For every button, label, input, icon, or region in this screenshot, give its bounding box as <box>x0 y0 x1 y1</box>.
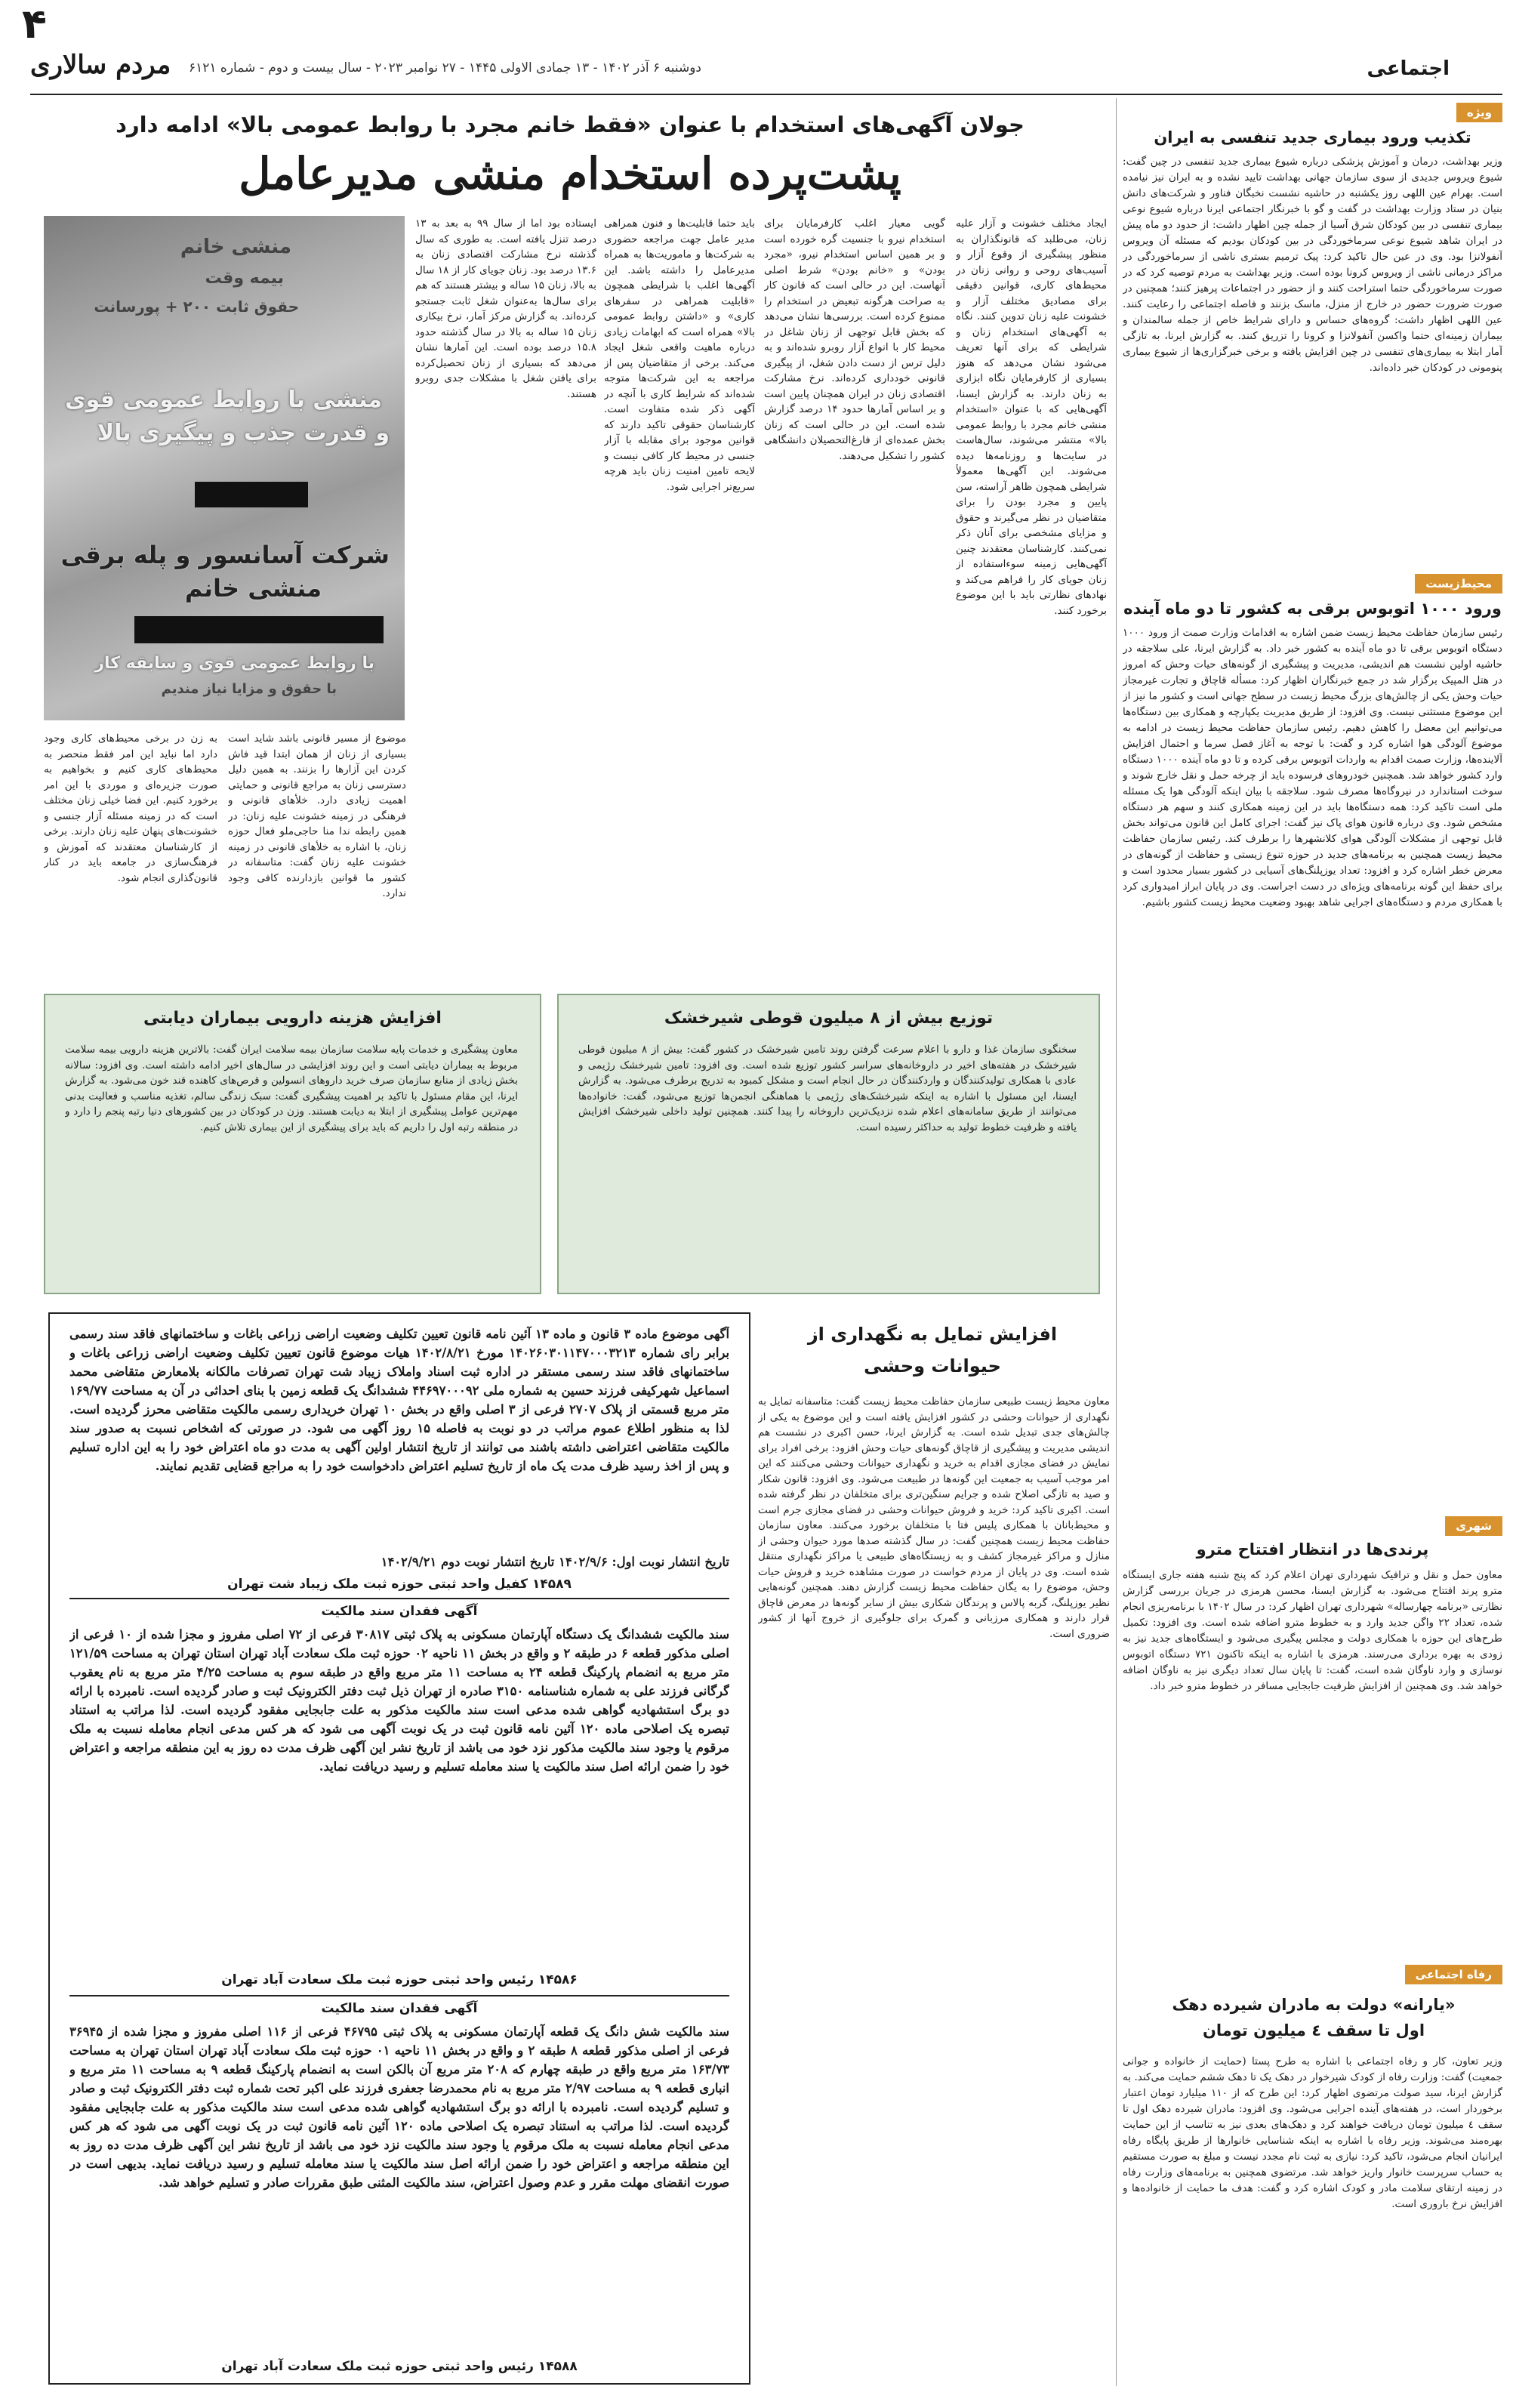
wildlife-title: افزایش تمایل به نگهداری از حیوانات وحشی <box>807 1324 1058 1377</box>
story-photo <box>44 216 405 720</box>
masthead: مردم سالاری <box>30 50 171 80</box>
sidebar-story-title: ورود ۱۰۰۰ اتوبوس برقی به کشور تا دو ماه آینده <box>1123 600 1502 618</box>
ad-text: آگهی موضوع ماده ۳ قانون و ماده ۱۳ آئین نامه قانون تعیین تکلیف وضعیت اراضی زراعی باغات و ساختمانهای فاقد سند رسمی برابر رای شماره ۱۴۰۲۶۰۳۰۱۱۴۷۰۰۰۳۲۱۳ مورخ ۱۴۰۲/۸/۲۱ هیات موضوع قانون تعیین تکلیف وضعیت اراضی زراعی باغات و ساختمانهای فاقد سند رسمی مستقر در اداره ثبت اسناد واملاک زیباد شت تهران تصرفات مالکانه بلامعارض متقاضی محمد اسماعیل شهرکیفی فرزند حسین به شماره ملی ۴۴۶۹۷۰۰۰۹۲ ششدانگ یک قطعه زمین با بنای احداثی در آن به مساحت ۱۶۹/۷۷ متر مربع قسمتی از پلاک ۲۷۰۷ فرعی از ۳ اصلی واقع در بخش ۱۰ تهران خریداری رسمی مالکیت متقاضی محرز گردیده است. لذا به منظور اطلاع عموم مراتب در دو نوبت به فاصله ۱۵ روز آگهی می شود. در صورتی که اشخاص نسبت به صدور سند مالکیت متقاضی اعتراضی داشته باشند می توانند از تاریخ انتشار اولین آگهی به مدت دو ماه اعتراض خود را به این اداره تسلیم و پس از اخذ رسید ظرف مدت یک ماه از تاریخ تسلیم اعتراض دادخواست خود را به مراجع قضایی تقدیم نمایند. <box>69 1327 729 1473</box>
ad-signature: ۱۴۵۸۹ کفیل واحد ثبتی حوزه ثبت ملک زیباد شت تهران <box>227 1577 572 1592</box>
photo-text: شرکت آسانسور و پله برقی <box>60 541 390 569</box>
sidebar-tag-environment: محیط‌زیست <box>1415 574 1502 594</box>
ad-title: آگهی فقدان سند مالکیت <box>321 1604 478 1619</box>
article-column: موضوع از مسیر قانونی باشد شاید است بسیاری از زنان از همان ابتدا قید فاش کردن این آزارها را بزنند. به همین دلیل دسترسی زنان به مراجع قانونی و حمایتی اهمیت زیادی دارد. خلأهای قانونی و فرهنگی در زمینه خشونت علیه زنان: در همین رابطه ندا منا حاجی‌ملو فعال حوزه زنان، با اشاره به خلأهای قانونی در زمینه خشونت علیه زنان گفت: متاسفانه در کشور ما قوانین بازدارنده کافی وجود ندارد. <box>228 732 406 899</box>
ad-signature: ۱۴۵۸۶ رئیس واحد ثبتی حوزه ثبت ملک سعادت آباد تهران <box>221 1972 578 1987</box>
photo-text: حقوق ثابت ۲۰۰ + پورسانت <box>94 298 299 316</box>
sidebar-story-title: «یارانه» دولت به مادران شیرده دهک اول تا سقف ٤ میلیون تومان <box>1172 1996 1456 2040</box>
wildlife-body: معاون محیط زیست طبیعی سازمان حفاظت محیط زیست گفت: متاسفانه تمایل به نگهداری از حیوانات وحشی در کشور افزایش یافته است و این موضوع به یکی از چالش‌های جدی تبدیل شده است. به گزارش ایرنا، حسن اکبری در نشست هم اندیشی مدیریت و پیشگیری از قاچاق گونه‌های حیات وحش افزود: برخی افراد برای نمایش در فضای مجازی اقدام به خرید و نگهداری حیوانات وحشی می‌کنند که این امر موجب آسیب به جمعیت این گونه‌ها در طبیعت می‌شود. وی افزود: قانون شکار و صید به تازگی اصلاح شده و جرایم سنگین‌تری برای متخلفان در نظر گرفته شده است. اکبری تاکید کرد: خرید و فروش حیوانات وحشی در فضای مجازی جرم است و محیط‌بانان با همکاری پلیس فتا با متخلفان برخورد می‌کنند. معاون سازمان حفاظت محیط زیست همچنین گفت: در سال گذشته صدها مورد حیوان وحشی از منازل و مراکز غیرمجاز کشف و به زیستگاه‌های طبیعی یا مراکز نگهداری منتقل شده است. وی در پایان از مردم خواست در صورت مشاهده خرید و فروش حیات وحش، موضوع را به یگان حفاظت محیط زیست گزارش دهند. همچنین گونه‌هایی نظیر یوزپلنگ، گربه پالاس و پرندگان شکاری بیش از سایر گونه‌ها در معرض قاچاق قرار دارند و همکاری مرزبانی و گمرک برای جلوگیری از خروج آنها از کشور ضروری است. <box>758 1395 1110 1640</box>
ad-divider <box>69 1995 729 1996</box>
box-title: توزیع بیش از ۸ میلیون قوطی شیرخشک <box>664 1009 994 1028</box>
sidebar-story-title: پرندی‌ها در انتظار افتتاح مترو <box>1196 1540 1429 1559</box>
sidebar-story-body: معاون حمل و نقل و ترافیک شهرداری تهران اعلام کرد که پنج شنبه هفته جاری ایستگاه مترو پرند افتتاح می‌شود. به گزارش ایسنا، محسن هرمزی در جریان بررسی گزارش نظارتی «برنامه چهارساله» شهرداری تهران اظهار کرد: در سال ۱۴۰۲ با برنامه‌ریزی انجام شده، تعداد ۲۲ واگن جدید وارد و به خطوط مترو اضافه شده است. وی افزود: تکمیل طرح‌های این حوزه با همکاری دولت و مجلس پیگیری می‌شود و ایستگاه‌های جدید نیز به زودی به بهره برداری می‌رسند. هرمزی با اشاره به اینکه تاکنون ۷۲۱ دستگاه اتوبوس نوسازی و وارد ناوگان شده است، گفت: تا پایان سال تعداد دیگری نیز به ناوگان اضافه خواهد شد. وی همچنین از افزایش ظرفیت جابجایی مسافر در خطوط مترو خبر داد. <box>1123 1569 1502 1692</box>
article-column: گویی معیار اغلب کارفرمایان برای استخدام نیرو با جنسیت گره خورده است و بر همین اساس استخدام نیرو، «مجرد بودن» و «خانم بودن» شرط اصلی آنهاست. این در حالی است که قانون کار به صراحت هرگونه تبعیض در استخدام را ممنوع کرده است. بررسی‌ها نشان می‌دهد که بخش قابل توجهی از زنان شاغل در محیط کار با انواع آزار روبرو شده‌اند و به دلیل ترس از دست دادن شغل، از پیگیری قانونی خودداری کرده‌اند. نرخ مشارکت اقتصادی زنان در ایران همچنان پایین است و بر اساس آمارها حدود ۱۴ درصد گزارش شده است. این در حالی است که زنان بخش عمده‌ای از فارغ‌التحصیلان دانشگاهی کشور را تشکیل می‌دهند. <box>764 217 945 462</box>
sidebar-tag-urban: شهری <box>1445 1516 1502 1536</box>
box-body: سخنگوی سازمان غذا و دارو با اعلام سرعت گرفتن روند تامین شیرخشک در کشور گفت: بیش از ۸ میلیون قوطی شیرخشک در هفته‌های اخیر در داروخانه‌های سراسر کشور توزیع شده است. وی افزود: تامین شیرخشک رژیمی و عادی با همکاری تولیدکنندگان و واردکنندگان در حال انجام است و مشکل کمبود به تدریج برطرف می‌شود. به گزارش ایسنا، این مسئول با اشاره به اینکه شیرخشک‌های رژیمی با هماهنگی انجمن‌ها توزیع می‌شود، گفت: خانواده‌ها می‌توانند از طریق سامانه‌های اعلام شده نزدیک‌ترین داروخانه را پیدا کنند. همچنین تولید داخلی شیرخشک افزایش یافته و ظرفیت خطوط تولید به حداکثر رسیده است. <box>578 1044 1077 1133</box>
main-kicker: جولان آگهی‌های استخدام با عنوان «فقط خانم مجرد با روابط عمومی بالا» ادامه دارد <box>116 112 1025 137</box>
ad-text: سند مالکیت ششدانگ یک دستگاه آپارتمان مسکونی به پلاک ثبتی ۳۰۸۱۷ فرعی از ۷۲ اصلی مفروز و مجزا شده از ۱۰ فرعی از اصلی مذکور قطعه ۶ در طبقه ۲ و واقع در بخش ۱۱ ناحیه ۰۲ حوزه ثبت ملک سعادت آباد تهران استان تهران به مساحت ۱۲۱/۵۹ متر مربع به انضمام پارکینگ قطعه ۲۴ به مساحت ۱۱ متر مربع واقع در طبقه سوم به مساحت ۴/۲۵ متر مربع به نام یعقوب گرگانی فرزند علی به شماره شناسنامه ۳۱۵۰ صادره از تهران ذیل ثبت دفتر الکترونیک ثبت و صادر گردیده است. نامبرده با ارائه دو برگ استشهادیه گواهی شده مدعی است سند مالکیت مذکور به علت جابجایی مفقود گردیده است. لذا مراتب به استناد تبصره یک اصلاحی ماده ۱۲۰ آئین نامه قانون ثبت در یک نوبت آگهی می شود که هر کس مدعی انجام معامله نسبت به ملک مرقوم یا وجود سند مالکیت مذکور نزد خود می باشد از تاریخ نشر این آگهی ظرف مدت ده روز به این منطقه مراجعه و اعتراض خود را ضمن ارائه اصل سند مالکیت یا سند معامله تسلیم و رسید دریافت نماید. <box>69 1627 729 1774</box>
main-headline: پشت‌پرده استخدام منشی مدیرعامل <box>239 148 901 199</box>
ad-dates: تاریخ انتشار نوبت اول: ۱۴۰۲/۹/۶ تاریخ انتشار نوبت دوم ۱۴۰۲/۹/۲۱ <box>381 1555 729 1569</box>
section-title: اجتماعی <box>1367 57 1450 80</box>
sidebar-story-body: رئیس سازمان حفاظت محیط زیست ضمن اشاره به اقدامات وزارت صمت از ورود ۱۰۰۰ دستگاه اتوبوس برقی تا دو ماه آینده به کشور خبر داد. به گزارش ایرنا، علی سلاجقه در حاشیه اولین نشست هم اندیشی، مدیریت و پیشگیری از گونه‌های حیات وحش که امروز در هتل المپیک برگزار شد در جمع خبرنگاران اظهار کرد: مسأله قاچاق و تجارت غیرمجاز حیات وحش یکی از چالش‌های بزرگ محیط زیست در سطح جهانی است و کشور ما نیز از این موضوع مستثنی نیست. وی افزود: از طریق مدیریت یکپارچه و همکاری بین دستگاه‌ها می‌توانیم این معضل را کاهش دهیم. رئیس سازمان حفاظت محیط زیست در ادامه به موضوع آلودگی هوا اشاره کرد و گفت: با توجه به آغاز فصل سرما و احتمال افزایش آلاینده‌ها، وزارت صمت اقدام به واردات اتوبوس برقی کرده و تا دو ماه آینده ۱۰۰۰ دستگاه وارد کشور خواهد شد. همچنین خودروهای فرسوده باید از چرخه حمل و نقل خارج شوند و سوخت استاندارد در نیروگاه‌ها مصرف شود. سلاجقه با بیان اینکه آلودگی هوا یک مسئله ملی است تاکید کرد: همه دستگاه‌ها باید در این زمینه همکاری کنند و سهم هر دستگاه مشخص شود. وی درباره قانون هوای پاک نیز گفت: اجرای کامل این قانون می‌تواند بخش قابل توجهی از مشکلات آلودگی هوای کلانشهرها را برطرف کند. رئیس سازمان حفاظت محیط زیست همچنین به برنامه‌های جدید در حوزه تنوع زیستی و حفاظت از گونه‌های در معرض خطر اشاره کرد و افزود: تعداد یوزپلنگ‌های آسیایی در کشور بسیار محدود است و برای حفظ این گونه برنامه‌های ویژه‌ای در دست اجراست. وی در پایان ابراز امیدواری کرد با همکاری مردم و دستگاه‌های اجرایی شاهد بهبود وضعیت محیط زیست کشور باشیم. <box>1123 627 1502 908</box>
redaction-bar <box>195 482 308 507</box>
dateline: دوشنبه ۶ آذر ۱۴۰۲ - ۱۳ جمادی الاولی ۱۴۴۵ - ۲۷ نوامبر ۲۰۲۳ - سال بیست و دوم - شماره ۶۱۲۱ <box>189 60 701 76</box>
header-rule <box>30 94 1502 95</box>
photo-text: منشی خانم <box>180 236 291 258</box>
sidebar-story-body: وزیر تعاون، کار و رفاه اجتماعی با اشاره به طرح پستا (حمایت از خانواده و جوانی جمعیت) گفت: وزارت رفاه از کودک شیرخوار در دهک یک تا دهک ششم حمایت می‌کند. به گزارش ایرنا، سید صولت مرتضوی اظهار کرد: این طرح که از ۱۱۰ میلیارد تومان اعتبار برخوردار است، در هفته‌های آینده اجرایی می‌شود. وی افزود: مادران شیرده دهک اول تا سقف ٤ میلیون تومان دریافت خواهند کرد و دهک‌های بعدی نیز به تناسب از این حمایت بهره‌مند می‌شوند. وزیر رفاه با اشاره به اینکه شناسایی خانوارها از طریق پایگاه رفاه ایرانیان انجام می‌شود، تاکید کرد: نیازی به ثبت نام مجدد نیست و مبلغ به صورت مستقیم به حساب سرپرست خانوار واریز خواهد شد. مرتضوی همچنین به برنامه‌های وزارت رفاه در زمینه ارتقای سلامت مادر و کودک اشاره کرد و گفت: هدف ما حمایت از خانواده‌ها و افزایش نرخ باروری است. <box>1123 2055 1502 2210</box>
page-number: ۴ <box>22 0 47 48</box>
redaction-bar <box>134 616 384 643</box>
box-body: معاون پیشگیری و خدمات پایه سلامت سازمان بیمه سلامت ایران گفت: بالاترین هزینه دارویی بیمه سلامت مربوط به بیماران دیابتی است و این روند افزایشی در سال‌های اخیر ادامه داشته است. وی افزود: سالانه بخش زیادی از منابع سازمان صرف خرید داروهای انسولین و قرص‌های کاهنده قند خون می‌شود. به گزارش ایرنا، این مقام مسئول با تاکید بر اهمیت پیشگیری گفت: سبک زندگی سالم، تغذیه مناسب و فعالیت بدنی مهم‌ترین عوامل پیشگیری از ابتلا به دیابت هستند. وزن در کودکان در بین کشورهای دنیا رتبه پنجم را دارد و در منطقه رتبه اول را داریم که باید برای پیشگیری از این بیماری تلاش کنیم. <box>65 1044 518 1133</box>
ad-divider <box>69 1598 729 1599</box>
photo-text: با روابط عمومی قوی و سابقه کار <box>94 654 374 673</box>
sidebar-tag-special: ویژه <box>1456 103 1502 122</box>
sidebar <box>1123 98 1502 2386</box>
sidebar-story-body: وزیر بهداشت، درمان و آموزش پزشکی درباره شیوع بیماری جدید تنفسی در چین گفت: شیوع ویروس جدیدی از سوی سازمان جهانی بهداشت تایید نشده و به ایران نیز نیامده است. بهرام عین اللهی روز یکشنبه در حاشیه نشست نخبگان فناور و شرکت‌های دانش بنیان در ستاد وزارت بهداشت در گفت و گو با خبرنگار اجتماعی ایرنا درباره شیوع نوعی بیماری تنفسی در بین کودکان شرق آسیا از جمله چین اظهار داشت: از حدود دو ماه پیش در ایران شاهد شیوع نوعی سرماخوردگی در بین کودکان بودیم که مسئله آن ویروس آنفولانزا بود. وی در عین حال تاکید کرد: پیک ترمیم بستری ناشی از سرماخوردگی در مراکز درمانی ناشی از ویروس کرونا بوده است. وزیر بهداشت به مردم توصیه کرد که در صورت سرماخوردگی حتما استراحت کنند و از حضور در اجتماعات پرهیز کنند؛ همچنین در صورت ضرورت حضور در خارج از منزل، ماسک بزنند و فاصله اجتماعی را رعایت کنند. عین اللهی اظهار داشت: گروه‌های حساس و دارای شرایط خاص از جمله سالمندان و بیماران زمینه‌ای حتما واکسن آنفولانزا و کرونا را تزریق کنند. به گزارش ایرنا، به تازگی آمار ابتلا به بیماری‌های تنفسی در چین افزایش یافته و برخی خبرگزاری‌ها از شیوع بیماری پنومونی در کودکان خبر داده‌اند. <box>1123 156 1502 374</box>
photo-text: بیمه وقت <box>205 269 284 288</box>
photo-text: و قدرت جذب و پیگیری بالا <box>97 420 390 446</box>
photo-text: منشی با روابط عمومی قوی <box>65 387 382 413</box>
article-column: ایجاد مختلف خشونت و آزار علیه زنان، می‌طلبد که قانونگذاران به منظور پیشگیری از وقوع آزار و آسیب‌های روحی و روانی زنان در محیط‌های کاری، قوانین دقیقی برای مصادیق مختلف آزار و خشونت علیه زنان تدوین کنند. نگاه به آگهی‌های استخدام زنان و شرایطی که برای آنها تعریف می‌شود نشان می‌دهد که هنوز بسیاری از کارفرمایان نگاه ابزاری به زنان دارند. به گزارش ایسنا، آگهی‌هایی که با عنوان «استخدام منشی خانم مجرد با روابط عمومی بالا» منتشر می‌شوند، سال‌هاست در سایت‌ها و روزنامه‌ها دیده می‌شوند. این آگهی‌ها معمولاً شرایطی همچون ظاهر آراسته، سن پایین و مجرد بودن را برای متقاضیان در نظر می‌گیرند و حقوق و مزایای مشخصی برای آنان ذکر نمی‌کنند. کارشناسان معتقدند چنین آگهی‌هایی زمینه سوءاستفاده از زنان جویای کار را فراهم می‌کند و نهادهای نظارتی باید با این موضوع برخورد کنند. <box>956 217 1107 617</box>
ad-signature: ۱۴۵۸۸ رئیس واحد ثبتی حوزه ثبت ملک سعادت آباد تهران <box>221 2359 578 2374</box>
box-title: افزایش هزینه دارویی بیماران دیابتی <box>143 1009 442 1028</box>
article-column: ایستاده بود اما از سال ۹۹ به بعد به ۱۳ درصد تنزل یافته است. به طوری که سال گذشته نرخ مشارکت اقتصادی زنان به ۱۳.۶ درصد بود. زنان جویای کار از ۱۸ سال به بالا، زنان ۱۵ ساله و بیشتر هستند که هم برای سال‌ها به‌عنوان شغل ثابت جستجو کرده‌اند. به گزارش مرکز آمار، نرخ بیکاری زنان ۱۵ ساله به بالا در سال گذشته حدود ۱۵.۸ درصد بوده است. این آمارها نشان می‌دهد که بسیاری از زنان تحصیل‌کرده برای یافتن شغل با مشکلات جدی روبرو هستند. <box>415 217 596 400</box>
page-header <box>0 0 1516 98</box>
article-column: به زن در برخی محیط‌های کاری وجود دارد اما نباید این امر فقط منحصر به محیط‌های کاری کنیم و بخواهیم به صورت جزیره‌ای و موردی با این امر برخورد کنیم. این فضا خیلی زنان مختلف است که در زمینه مسئله آزار جنسی و خشونت‌های پنهان علیه زنان دارند. برخی از کارشناسان معتقدند که آموزش و فرهنگ‌سازی در جامعه باید در کنار قانون‌گذاری انجام شود. <box>44 732 217 884</box>
sidebar-story-title: تکذیب ورود بیماری جدید تنفسی به ایران <box>1154 128 1471 146</box>
article-column: باید حتما قابلیت‌ها و فنون همراهی مدیر عامل جهت مراجعه حضوری به شرکت‌ها و ماموریت‌ها به همراه مدیرعامل را داشته باشد. این آگهی‌ها اغلب با شرایطی همچون «قابلیت همراهی در سفرهای کاری» و «داشتن روابط عمومی بالا» همراه است که ابهامات زیادی درباره ماهیت واقعی شغل ایجاد می‌کند. برخی از متقاضیان پس از مراجعه به این شرکت‌ها متوجه شده‌اند که شرایط کاری با آنچه در آگهی ذکر شده متفاوت است. کارشناسان حقوقی تاکید دارند که قوانین موجود برای مقابله با آزار جنسی در محیط کار کافی نیست و لایحه تامین امنیت زنان باید هرچه سریع‌تر اجرایی شود. <box>604 217 755 493</box>
ad-title: آگهی فقدان سند مالکیت <box>321 2001 478 2016</box>
sidebar-tag-welfare: رفاه اجتماعی <box>1405 1965 1502 1984</box>
page-number-box <box>1460 45 1507 92</box>
legal-ads <box>48 1312 750 2385</box>
column-separator <box>1116 98 1117 2386</box>
photo-text: با حقوق و مزایا نیاز مندیم <box>161 681 337 697</box>
ad-text: سند مالکیت شش دانگ یک قطعه آپارتمان مسکونی به پلاک ثبتی ۴۶۷۹۵ فرعی از ۱۱۶ اصلی مفروز و مجزا شده از ۳۶۹۴۵ فرعی از اصلی مذکور قطعه ۸ طبقه ۲ و واقع در بخش ۱۱ ناحیه ۰۱ حوزه ثبت ملک سعادت آباد تهران استان تهران به مساحت ۱۶۳/۷۳ متر مربع واقع در طبقه چهارم که ۲۰۸ متر مربع آن بالکن است به انضمام پارکینگ قطعه ۹ به مساحت ۱۱ متر مربع و انباری قطعه ۹ به مساحت ۲/۹۷ متر مربع به نام محمدرضا جعفری فرزند علی اکبر تحت شماره ثبت دفتر الکترونیک ثبت و صادر و تسلیم گردیده است. نامبرده با ارائه دو برگ استشهادیه گواهی شده مدعی است سند مالکیت مذکور به علت جابجایی مفقود گردیده است. لذا مراتب به استناد تبصره یک اصلاحی ماده ۱۲۰ آئین نامه قانون ثبت در یک نوبت آگهی می شود که هر کس مدعی انجام معامله نسبت به ملک مرقوم یا وجود سند مالکیت نزد خود می باشد از تاریخ نشر این آگهی ظرف مدت ده روز به این منطقه مراجعه و اعتراض خود را ضمن ارائه اصل سند مالکیت یا سند معامله تسلیم و رسید دریافت نماید. بدیهی است در صورت انقضای مهلت مقرر و عدم وصول اعتراض، سند مالکیت المثنی طبق مقررات صادر و تسلیم خواهد شد. <box>69 2024 729 2190</box>
news-box-diabetes <box>44 994 541 1294</box>
photo-text: منشی خانم <box>184 574 322 603</box>
news-box-formula <box>557 994 1100 1294</box>
